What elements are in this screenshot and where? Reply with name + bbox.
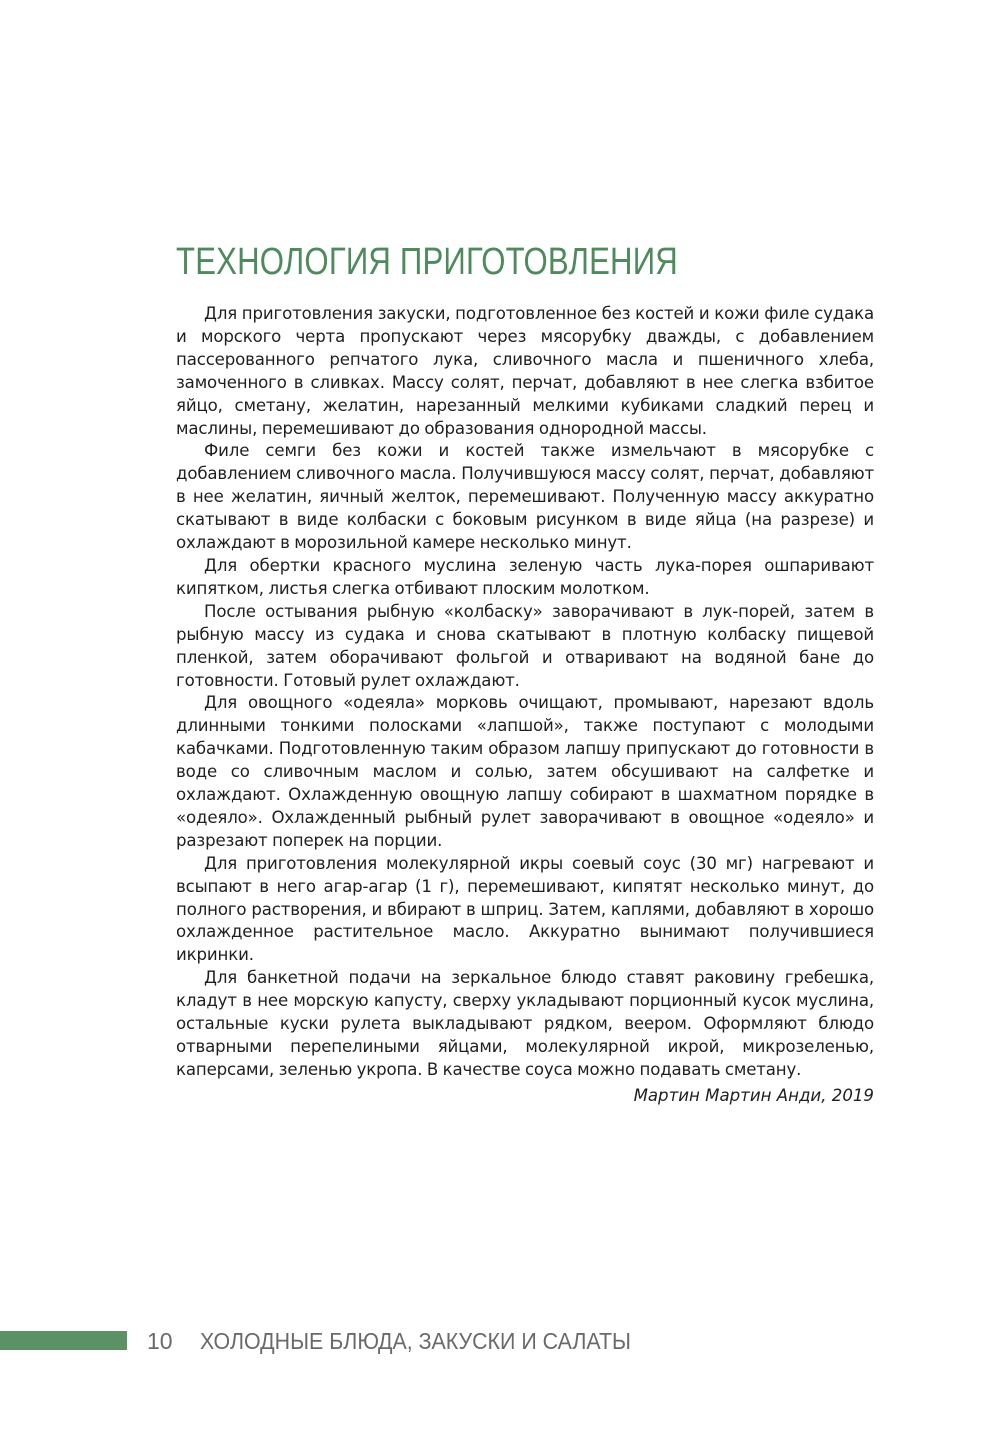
recipe-body: [176, 303, 874, 1108]
paragraph: Филе семги без кожи и костей также измельчают в мясорубке с добавлением сливочного масла. Получившуюся массу солят, перчат, добавляют в нее желатин, яичный желток, перемешивают. Полученную массу аккуратно скатывают в виде колбаски с боковым рисунком в виде яйца (на разрезе) и охлаждают в морозильной камере несколько минут.: [176, 441, 874, 553]
paragraph: Для банкетной подачи на зеркальное блюдо ставят раковину гребешка, кладут в нее морскую капусту, сверху укладывают порционный кусок муслина, остальные куски рулета выкладывают рядком, веером. Оформляют блюдо отварными перепелиными яйцами, молекулярной икрой, микрозеленью, каперсами, зеленью укропа. В качестве соуса можно подавать сметану.: [176, 968, 874, 1079]
paragraph: Для приготовления закуски, подготовленное без костей и кожи филе судака и морского черта пропускают через мясорубку дважды, с добавлением пассерованного репчатого лука, сливочного масла и пшеничного хлеба, замоченного в сливках. Массу солят, перчат, добавляют в нее слегка взбитое яйцо, сметану, желатин, нарезанный мелкими кубиками сладкий перец и маслины, перемешивают до образования однородной массы.: [176, 304, 874, 438]
paragraph: Для приготовления молекулярной икры соевый соус (30 мг) нагревают и всыпают в него агар-агар (1 г), перемешивают, кипятят несколько минут, до полного растворения, и вбирают в шприц. Затем, каплями, добавляют в хорошо охлажденное растительное масло. Аккуратно вынимают получившиеся икринки.: [176, 853, 874, 965]
footer-accent-bar: [0, 1331, 127, 1350]
paragraph: После остывания рыбную «колбаску» заворачивают в лук-порей, затем в рыбную массу из судака и снова скатывают в плотную колбаску пищевой пленкой, затем оборачивают фольгой и отваривают на водяной бане до готовности. Готовый рулет охлаждают.: [176, 601, 874, 690]
section-heading: ТЕХНОЛОГИЯ ПРИГОТОВЛЕНИЯ: [176, 241, 678, 283]
author-signature: Мартин Мартин Анди, 2019: [633, 1085, 874, 1105]
paragraph: Для обертки красного муслина зеленую часть лука-порея ошпаривают кипятком, листья слегка отбивают плоским молотком.: [176, 555, 874, 598]
page-number: 10: [147, 1328, 173, 1354]
footer-section-title: ХОЛОДНЫЕ БЛЮДА, ЗАКУСКИ И САЛАТЫ: [200, 1328, 631, 1354]
paragraph: Для овощного «одеяла» морковь очищают, промывают, нарезают вдоль длинными тонкими полосками «лапшой», также поступают с молодыми кабачками. Подготовленную таким образом лапшу припускают до готовности в воде со сливочным маслом и солью, затем обсушивают на салфетке и охлаждают. Охлажденную овощную лапшу собирают в шахматном порядке в «одеяло». Охлажденный рыбный рулет заворачивают в овощное «одеяло» и разрезают поперек на порции.: [176, 693, 874, 850]
